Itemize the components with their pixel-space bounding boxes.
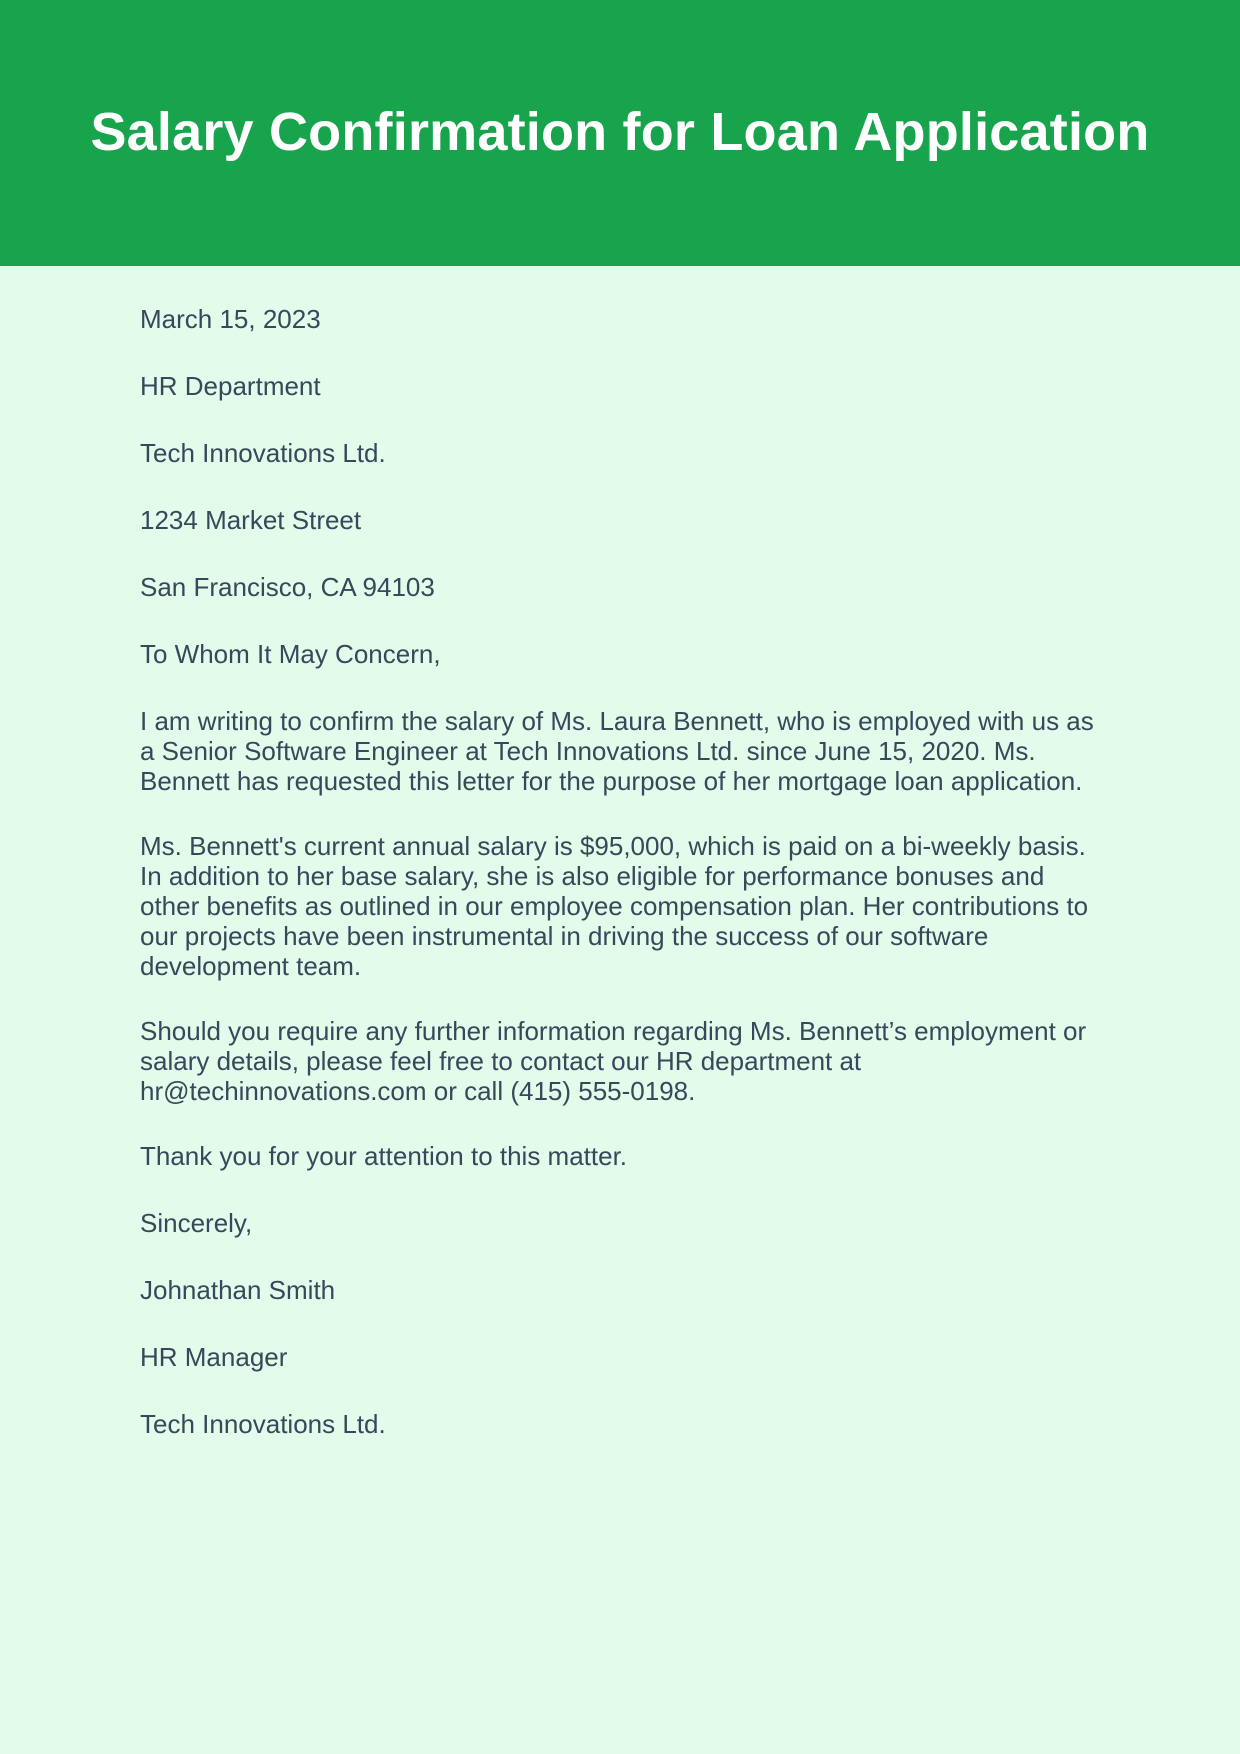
- sender-street: 1234 Market Street: [140, 505, 362, 535]
- signatory-name: Johnathan Smith: [140, 1275, 336, 1305]
- signatory-title: HR Manager: [140, 1342, 288, 1372]
- sign-off: Sincerely,: [140, 1208, 253, 1238]
- signatory-company: Tech Innovations Ltd.: [140, 1409, 386, 1439]
- paragraph-salary: Ms. Bennett's current annual salary is $95,000, which is paid on a bi-weekly basis. In addition to her base salary, she is also eligible for performance bonuses and other benefits as outlined in our employee compensation plan. Her contributions to our projects have been instrumental in driving the success of our software development team.: [140, 831, 1089, 981]
- page-title: Salary Confirmation for Loan Application: [90, 102, 1150, 162]
- salutation: To Whom It May Concern,: [140, 639, 441, 669]
- letter-header-banner: [0, 0, 1240, 266]
- letter-body: [140, 304, 1110, 1476]
- sender-city: San Francisco, CA 94103: [140, 572, 435, 602]
- sender-company: Tech Innovations Ltd.: [140, 438, 386, 468]
- paragraph-intro: I am writing to confirm the salary of Ms. Laura Bennett, who is employed with us as a Senior Software Engineer at Tech Innovations Ltd. since June 15, 2020. Ms. Bennett has requested this letter for the purpose of her mortgage loan application.: [140, 706, 1094, 796]
- letter-date: March 15, 2023: [140, 304, 321, 334]
- paragraph-contact: Should you require any further information regarding Ms. Bennett’s employment or salary details, please feel free to contact our HR department at hr@techinnovations.com or call (415) 555-0198.: [140, 1016, 1087, 1106]
- sender-department: HR Department: [140, 371, 321, 401]
- closing-thanks: Thank you for your attention to this matter.: [140, 1141, 628, 1171]
